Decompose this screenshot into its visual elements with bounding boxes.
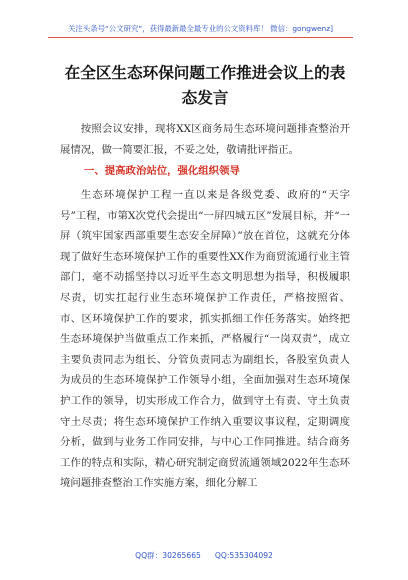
section-heading-1: 一、提高政治站位，强化组织领导	[84, 165, 240, 177]
qq-group-text[interactable]: QQ群：30265665	[135, 551, 201, 560]
header-area	[0, 0, 408, 44]
footer-contact	[0, 550, 408, 561]
document-title: 在全区生态环保问题工作推进会议上的表态发言	[64, 64, 346, 107]
intro-paragraph: 按照会议安排，现将XX区商务局生态环境问题排查整治开展情况，做一简要汇报，不妥之处，敬请批评指正。	[60, 123, 350, 156]
promo-banner[interactable]: 关注头条号“公文研究”，获得最新最全最专业的公文资料库！ 微信：gongwenz]	[48, 23, 353, 38]
qq-id-text[interactable]: QQ:535304092	[214, 551, 273, 560]
section-1-paragraph: 生态环境保护工程一直以来是各级党委、政府的“天字号”工程，市第X次党代会提出“一屏四城五区”发展目标，并“一屏（筑牢国家西部重要生态安全屏障）”放在首位，这就充分体现了做好生态环境保护工作的重要性XX作为商贸流通行业主管部门，毫不动摇坚持以习近平生态文明思想为指导，积极履职尽责，切实扛起行业生态环境保护工作责任，严格按照省、市、区环境保护工作的要求，抓实抓细工作任务落实。始终把生态环境保护当做重点工作来抓，严格履行“一岗双责”，成立主要负责同志为组长、分管负责同志为副组长，各股室负责人为成员的生态环境保护工作领导小组，全面加强对生态环境保护工作的领导，切实形成工作合力，做到守土有责、守土负责守土尽责；将生态环境保护工作纳入重要议事议程，定期调度分析，做到与业务工作同安排，与中心工作同推进。结合商务工作的特点和实际，精心研究制定商贸流通领域2022年生态环境问题排查整治工作实施方案，细化分解工	[60, 189, 350, 490]
